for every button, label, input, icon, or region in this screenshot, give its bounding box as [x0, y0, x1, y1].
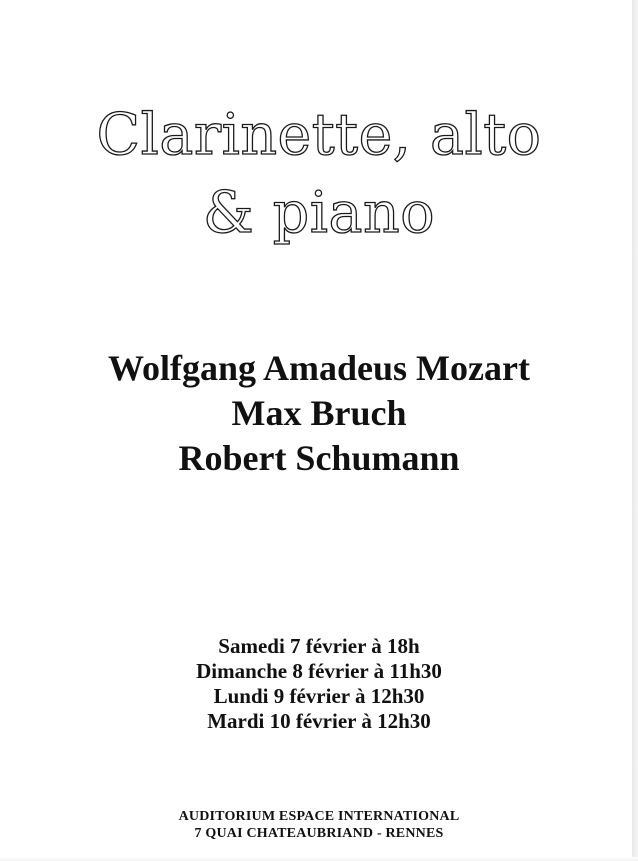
composer-name: Robert Schumann: [178, 438, 460, 478]
composer-name: Wolfgang Amadeus Mozart: [108, 348, 530, 388]
concert-date: Mardi 10 février à 12h30: [207, 709, 431, 733]
concert-dates: [0, 634, 638, 734]
venue-street: 7 QUAI CHATEAUBRIAND - RENNES: [194, 826, 444, 841]
page-bottom-shadow: [0, 857, 638, 861]
concert-date: Lundi 9 février à 12h30: [213, 684, 425, 708]
concert-date: Samedi 7 février à 18h: [218, 634, 420, 658]
poster-title: [0, 96, 638, 252]
venue-address: [0, 808, 638, 842]
title-line: Clarinette, alto: [96, 102, 542, 168]
composer-list: [0, 346, 638, 481]
title-line: & piano: [202, 180, 436, 246]
composer-name: Max Bruch: [231, 393, 407, 433]
page-edge-shadow: [632, 0, 638, 861]
venue-name: AUDITORIUM ESPACE INTERNATIONAL: [178, 809, 460, 824]
concert-date: Dimanche 8 février à 11h30: [196, 659, 442, 683]
